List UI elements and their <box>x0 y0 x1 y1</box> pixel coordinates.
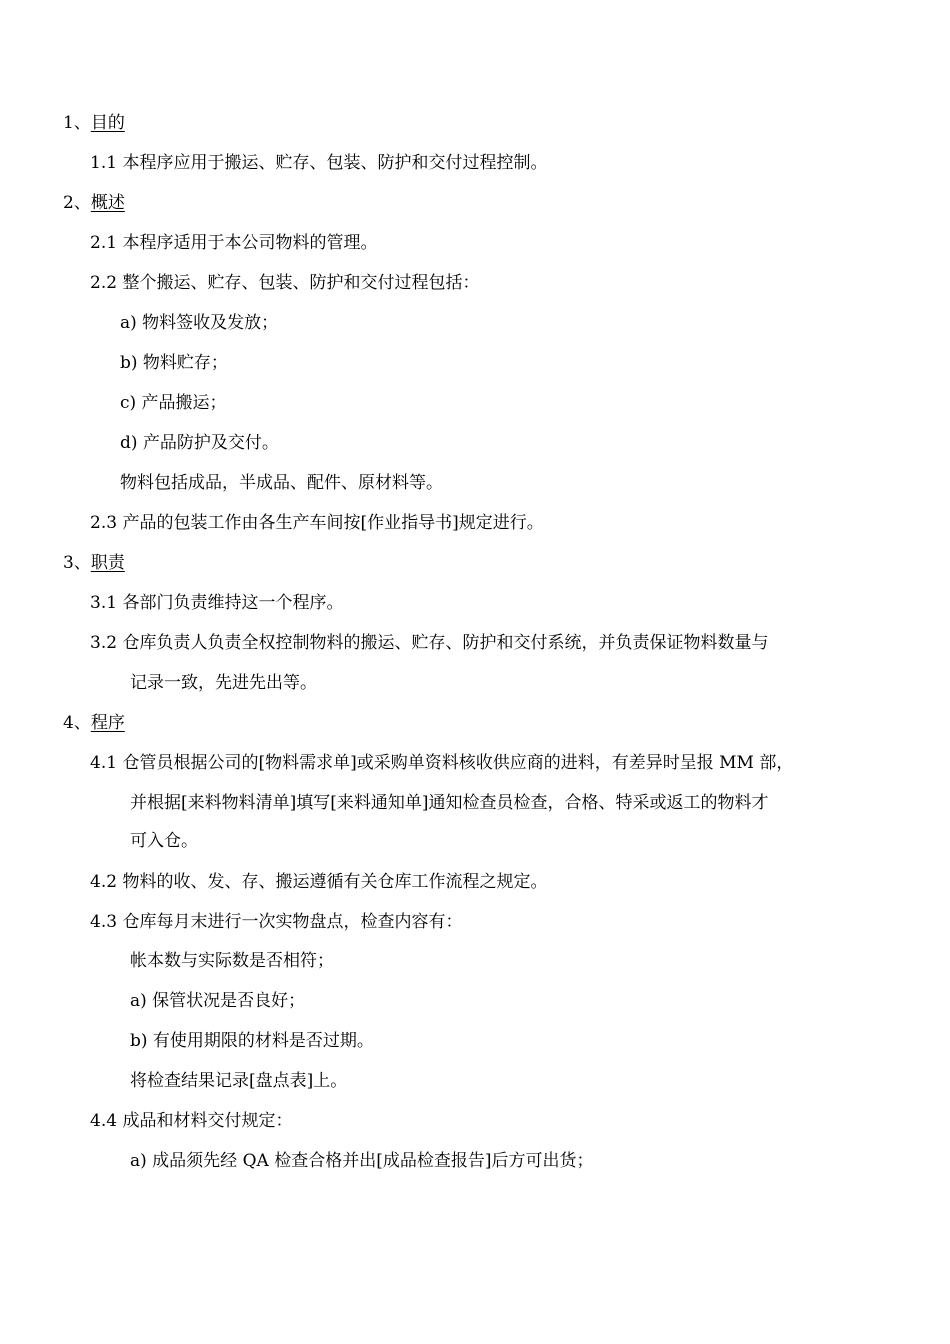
list-item-2-2-c: c) 产品搬运； <box>120 393 227 413</box>
paragraph-4-1: 4.1 仓管员根据公司的[物料需求单]或采购单资料核收供应商的进料，有差异时呈报 MM 部， <box>90 753 794 773</box>
section-3-title: 职责 <box>90 553 125 573</box>
list-item-2-2-d: d) 产品防护及交付。 <box>120 433 279 453</box>
list-item-4-3-b: b) 有使用期限的材料是否过期。 <box>130 1031 374 1051</box>
section-4-number: 4、 <box>63 713 91 733</box>
paragraph-2-1: 2.1 本程序适用于本公司物料的管理。 <box>90 233 378 253</box>
paragraph-4-2: 4.2 物料的收、发、存、搬运遵循有关仓库工作流程之规定。 <box>90 872 548 892</box>
list-item-2-2-a: a) 物料签收及发放； <box>120 313 279 333</box>
paragraph-2-2: 2.2 整个搬运、贮存、包装、防护和交付过程包括： <box>90 273 480 293</box>
list-item-4-4-a: a) 成品须先经 QA 检查合格并出[成品检查报告]后方可出货； <box>130 1151 594 1171</box>
section-4-title: 程序 <box>90 713 125 733</box>
paragraph-2-2-note: 物料包括成品，半成品、配件、原材料等。 <box>120 473 443 493</box>
section-1-title: 目的 <box>90 113 125 133</box>
section-2-heading <box>63 191 125 215</box>
paragraph-4-1-cont-1: 并根据[来料物料清单]填写[来料通知单]通知检查员检查，合格、特采或返工的物料才 <box>130 793 769 813</box>
paragraph-3-2-cont: 记录一致，先进先出等。 <box>130 673 317 693</box>
section-4-heading <box>63 711 125 735</box>
paragraph-4-3-check: 帐本数与实际数是否相符； <box>130 951 334 971</box>
paragraph-4-3-record: 将检查结果记录[盘点表]上。 <box>130 1071 348 1091</box>
paragraph-1-1: 1.1 本程序应用于搬运、贮存、包装、防护和交付过程控制。 <box>90 153 548 173</box>
section-2-title: 概述 <box>90 193 125 213</box>
section-3-heading <box>63 551 125 575</box>
section-1-number: 1、 <box>63 113 91 133</box>
paragraph-3-1: 3.1 各部门负责维持这一个程序。 <box>90 593 344 613</box>
section-3-number: 3、 <box>63 553 91 573</box>
section-2-number: 2、 <box>63 193 91 213</box>
section-1-heading <box>63 111 125 135</box>
paragraph-4-1-cont-2: 可入仓。 <box>130 831 198 851</box>
paragraph-4-4: 4.4 成品和材料交付规定： <box>90 1111 293 1131</box>
paragraph-3-2: 3.2 仓库负责人负责全权控制物料的搬运、贮存、防护和交付系统，并负责保证物料数量与 <box>90 633 769 653</box>
list-item-2-2-b: b) 物料贮存； <box>120 353 228 373</box>
paragraph-2-3: 2.3 产品的包装工作由各生产车间按[作业指导书]规定进行。 <box>90 513 544 533</box>
paragraph-4-3: 4.3 仓库每月末进行一次实物盘点，检查内容有： <box>90 912 463 932</box>
list-item-4-3-a: a) 保管状况是否良好； <box>130 991 306 1011</box>
